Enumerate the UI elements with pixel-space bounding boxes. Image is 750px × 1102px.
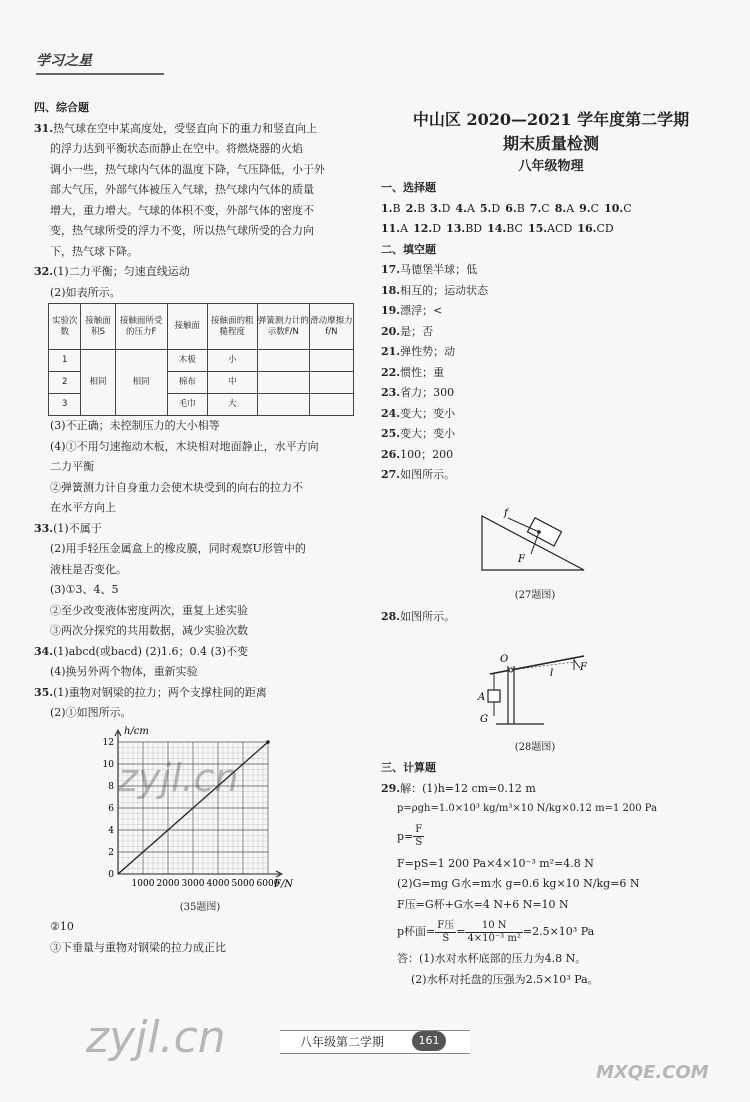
fill-answer: 变大；变小 (400, 427, 456, 440)
choice-number: 15. (527, 222, 548, 235)
header-divider (36, 73, 164, 75)
chart-ytick-label: 8 (108, 782, 114, 792)
fill-number: 17. (381, 263, 401, 276)
q32-line: 在水平方向上 (50, 501, 116, 514)
list-item (381, 445, 721, 466)
question-34 (34, 642, 354, 683)
q33-line: (2)用手轻压金属盒上的橡皮膜，同时观察U形管中的 (50, 542, 306, 555)
list-item (381, 363, 721, 384)
chart-ytick-label: 10 (102, 760, 114, 770)
fill-answer: 马德堡半球；低 (400, 263, 478, 276)
section-fill: 二、填空题 (381, 242, 436, 256)
left-column (34, 98, 354, 724)
question-31 (34, 119, 354, 263)
exam-title: 中山区 2020—2021 学年度第二学期 (412, 110, 690, 129)
table-cell: 毛巾 (167, 394, 207, 416)
q33-line: (1)不属于 (53, 521, 102, 535)
q29-line: F=pS=1 200 Pa×4×10⁻³ m²=4.8 N (397, 856, 594, 870)
q29-line: F压=G杯+G水=4 N+6 N=10 N (397, 897, 569, 911)
choice-answer: B (417, 201, 426, 215)
choice-number: 8. (554, 201, 567, 215)
chart-xlabel: F/N (274, 879, 294, 890)
table-cell: 小 (207, 350, 257, 372)
q31-line: 的浮力达到平衡状态而静止在空中。将燃烧器的火焰 (50, 142, 303, 155)
chart-xtick-label: 3000 (181, 879, 205, 889)
q35-label: 35. (34, 685, 54, 699)
q35-line: ②10 (50, 920, 74, 933)
list-item (381, 322, 721, 343)
caption-28: (28题图) (514, 742, 556, 753)
q29-formula-text: = (456, 925, 466, 938)
table-cell (257, 394, 309, 416)
choice-answer: B (516, 201, 525, 215)
watermark-mxqe: MXQE.COM (596, 1062, 709, 1083)
q31-line: 热气球在空中某高度处，受竖直向下的重力和竖直向上 (53, 121, 318, 135)
choice-answer: B (392, 201, 401, 215)
choice-number: 13. (446, 222, 466, 235)
fill-answer: 漂浮；< (400, 304, 443, 317)
fig28-label-F: F (580, 662, 587, 673)
frac-num: 10 N (465, 920, 522, 933)
q29-formula-text: p= (397, 829, 414, 843)
fig28-label-A: A (478, 692, 486, 703)
table-cell: 1 (49, 350, 81, 372)
choice-answer: BC (506, 222, 523, 235)
table-cell: 棉布 (167, 372, 207, 394)
q31-line: 调小一些，热气球内气体的温度下降，气压降低，小于外 (50, 162, 325, 176)
q32-line: (2)如表所示。 (50, 285, 121, 299)
q31-line: 变，热气球所受的浮力不变，所以热气球所受的合力向 (50, 224, 314, 237)
table-header: 接触面的粗糙程度 (207, 304, 257, 350)
q34-label: 34. (34, 644, 54, 658)
choice-answer: C (590, 201, 600, 215)
choice-number: 1. (381, 201, 393, 215)
table-cell (257, 350, 309, 372)
choice-answer: C (541, 201, 550, 215)
choice-number: 3. (430, 201, 442, 215)
table-header: 接触面所受的压力F (115, 304, 167, 350)
choice-answer: ACD (547, 222, 573, 235)
fill-list (381, 260, 721, 486)
fill-number: 23. (381, 386, 401, 399)
exam-subject: 八年级物理 (518, 159, 584, 174)
list-item (381, 342, 721, 363)
fill-answer: 100；200 (400, 447, 454, 461)
table-header: 滑动摩擦力f/N (309, 304, 353, 350)
figure-28 (474, 644, 598, 730)
q31-line: 下，热气球下降。 (50, 244, 138, 258)
fill-answer: 如图所示。 (400, 468, 456, 481)
q29-formula-text: =2.5×10³ Pa (522, 925, 595, 938)
chart-xtick-label: 1000 (131, 879, 155, 889)
list-item (381, 301, 721, 322)
frac-den: 4×10⁻³ m² (467, 932, 521, 944)
table-cell: 中 (207, 372, 257, 394)
q33-line: 液柱是否变化。 (50, 562, 127, 576)
table-header: 实验次数 (49, 304, 81, 350)
chart-ytick-label: 6 (108, 804, 114, 814)
choice-number: 14. (487, 222, 507, 235)
q34-line: (1)abcd(或bacd) (2)1.6；0.4 (3)不变 (53, 644, 249, 658)
caption-35: (35题图) (179, 902, 221, 913)
q31-line: 部大气压，外部气体被压入气球，热气球内气体的质量 (50, 183, 314, 196)
choice-row-2 (381, 219, 721, 240)
list-item (381, 383, 721, 404)
fill-answer: 省力；300 (400, 386, 455, 399)
chart-35-graph (96, 718, 306, 894)
chart-ytick-label: 12 (102, 738, 114, 748)
q32-label: 32. (34, 265, 54, 278)
frac-num: F压 (437, 919, 455, 931)
right-column (381, 108, 721, 486)
fill-number: 22. (381, 365, 401, 379)
frac-den: S (442, 932, 450, 944)
fill-number: 20. (381, 324, 401, 338)
q33-line: (3)①3、4、5 (50, 583, 119, 596)
q29-formula-text: p杯面= (397, 925, 436, 938)
q29-answer: 答：(1)水对水杯底部的压力为4.8 N。 (397, 952, 587, 965)
choice-number: 4. (455, 201, 467, 215)
choice-answer: A (400, 222, 409, 235)
fig27-label-F: F (518, 554, 525, 565)
table-cell: 木板 (167, 350, 207, 372)
choice-answer: A (566, 201, 575, 215)
section-choice: 一、选择题 (381, 181, 436, 194)
q33-line: ②至少改变液体密度两次，重复上述实验 (50, 603, 248, 617)
fill-answer: 弹性势；动 (400, 345, 456, 358)
fill-number: 18. (381, 283, 401, 297)
list-item (381, 465, 721, 486)
table-row (49, 350, 354, 372)
q32-line: ②弹簧测力计自身重力会使木块受到的向右的拉力不 (50, 480, 303, 494)
fill-number: 24. (381, 406, 401, 420)
fill-number: 21. (381, 345, 401, 358)
table-cell: 大 (207, 394, 257, 416)
q31-line: 增大，重力增大。气球的体积不变，外部气体的密度不 (50, 203, 314, 217)
choice-answer: BD (465, 222, 483, 235)
q32-line: 二力平衡 (50, 460, 94, 473)
fill-answer: 变大；变小 (400, 406, 456, 420)
choice-answer: D (491, 201, 501, 215)
choice-answer: A (466, 201, 475, 215)
choice-number: 7. (529, 201, 542, 215)
chart-point (266, 740, 270, 744)
q33-label: 33. (34, 521, 54, 535)
fig28-label-l: l (550, 668, 554, 679)
experiment-table (48, 303, 354, 416)
choice-answer: D (441, 201, 451, 215)
fig28-label-G: G (480, 714, 488, 725)
figure-27 (478, 502, 590, 574)
choice-answer: D (432, 222, 442, 235)
choice-number: 11. (381, 222, 401, 235)
list-item (381, 404, 721, 425)
question-32 (34, 262, 354, 519)
table-header: 接触面 (167, 304, 207, 350)
chart-xtick-label: 6000 (256, 879, 280, 889)
q35-line: (1)重物对钢梁的拉力；两个支撑柱间的距离 (53, 685, 267, 699)
q35-line: (2)①如图所示。 (50, 706, 132, 719)
choice-number: 9. (579, 201, 591, 215)
q33-line: ③两次分探究的共用数据，减少实验次数 (50, 624, 248, 637)
table-header: 接触面积S (81, 304, 115, 350)
choice-answer: CD (596, 222, 614, 235)
footer-text: 八年级第二学期 (300, 1035, 385, 1049)
watermark-zyjl: zyjl.cn (86, 1012, 226, 1063)
fill-answer: 惯性；重 (400, 365, 445, 379)
chart-ytick-label: 2 (108, 848, 114, 858)
exam-subtitle: 期末质量检测 (502, 134, 599, 153)
table-cell (257, 372, 309, 394)
frac-num: F (415, 824, 423, 835)
section-title-comprehensive: 四、综合题 (34, 101, 89, 114)
frac-den: S (415, 837, 423, 848)
choice-row-1 (381, 199, 721, 220)
page-number: 161 (412, 1031, 446, 1051)
table-cell-same-force: 相同 (115, 350, 167, 416)
list-item (381, 260, 721, 281)
q29-formula-1 (381, 820, 731, 854)
fill-number: 27. (381, 468, 401, 481)
choice-number: 2. (405, 201, 418, 215)
section-calc: 三、计算题 (381, 761, 436, 774)
fig27-label-f: f (504, 508, 508, 519)
q29-formula-2 (381, 915, 731, 949)
q32-line: (4)①不用匀速拖动木板，木块相对地面静止，水平方向 (50, 439, 319, 453)
chart-ytick-label: 4 (108, 826, 114, 836)
chart-xtick-label: 2000 (156, 879, 180, 889)
table-cell: 2 (49, 372, 81, 394)
question-33 (34, 519, 354, 642)
table-cell-same-area: 相同 (81, 350, 115, 416)
choice-answer: C (623, 201, 632, 215)
list-item (381, 424, 721, 445)
fig28-label-O: O (500, 654, 509, 665)
q34-line: (4)换另外两个物体，重新实验 (50, 665, 198, 678)
fill-number: 25. (381, 427, 401, 440)
q35-line: ③下垂量与重物对钢梁的拉力成正比 (50, 940, 226, 954)
q29-answer: (2)水杯对托盘的压强为2.5×10³ Pa。 (411, 972, 599, 986)
q29-line: 解：(1)h=12 cm=0.12 m (400, 781, 536, 795)
q28-text: 如图所示。 (400, 610, 456, 623)
fill-answer: 是；否 (400, 324, 434, 338)
table-cell (309, 372, 353, 394)
choice-number: 10. (604, 201, 624, 215)
table-cell: 3 (49, 394, 81, 416)
chart-xtick-label: 4000 (206, 879, 230, 889)
chart-ytick-label: 0 (108, 870, 114, 880)
header-logo: 学习之星 (36, 53, 92, 69)
fill-answer: 相互的；运动状态 (400, 283, 489, 297)
choice-number: 5. (479, 201, 492, 215)
table-cell (309, 350, 353, 372)
table-header: 弹簧测力计的示数F/N (257, 304, 309, 350)
choice-number: 16. (577, 222, 597, 235)
q28 (381, 608, 455, 624)
chart-xtick-label: 5000 (231, 879, 255, 889)
watermark-zyjl: zyjl.cn (118, 756, 239, 800)
q32-line: (3)不正确；未控制压力的大小相等 (50, 419, 220, 432)
caption-27: (27题图) (514, 590, 556, 601)
choice-number: 6. (505, 201, 517, 215)
chart-ylabel: h/cm (124, 726, 149, 737)
list-item (381, 281, 721, 302)
q29-label: 29. (381, 781, 401, 795)
table-cell (309, 394, 353, 416)
fill-number: 19. (381, 304, 401, 317)
q32-line: (1)二力平衡；匀速直线运动 (53, 265, 190, 278)
q29-line: p=ρgh=1.0×10³ kg/m³×10 N/kg×0.12 m=1 200 Pa (397, 803, 657, 814)
calc-section (381, 758, 731, 990)
q28-label: 28. (381, 610, 401, 623)
q29-line: (2)G=mg G水=m水 g=0.6 kg×10 N/kg=6 N (397, 877, 640, 890)
choice-number: 12. (413, 222, 433, 235)
fill-number: 26. (381, 447, 401, 461)
q31-label: 31. (34, 121, 54, 135)
